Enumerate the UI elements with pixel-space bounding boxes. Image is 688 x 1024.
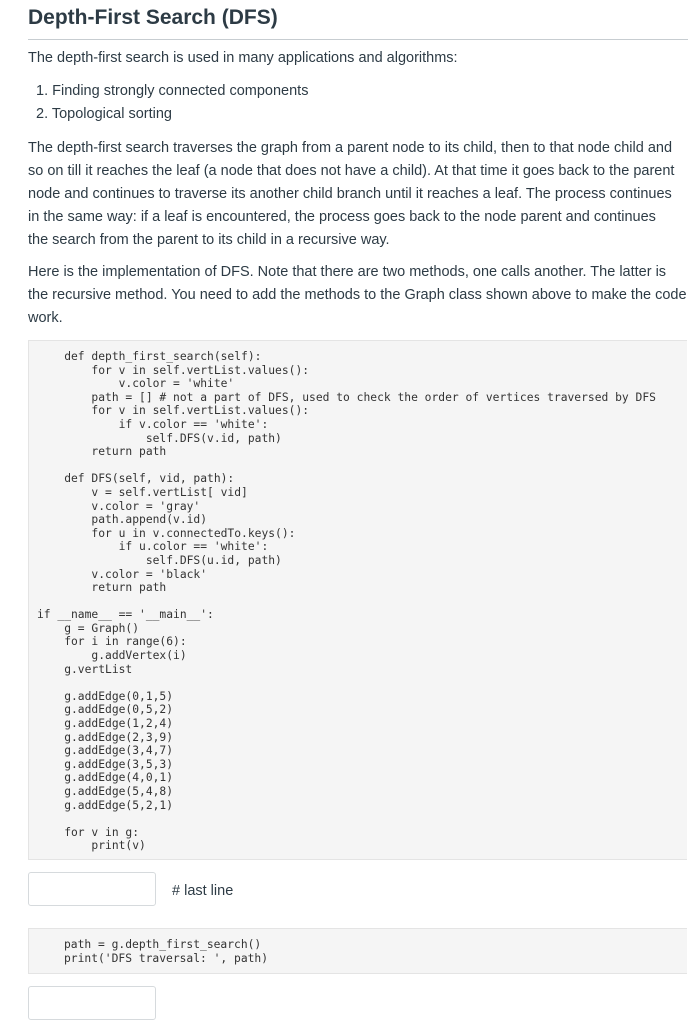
- intro-text: The depth-first search is used in many applications and algorithms:: [28, 50, 458, 66]
- list-item: 2. Topological sorting: [36, 106, 172, 122]
- title-divider: [28, 39, 688, 40]
- answer-input-1[interactable]: [28, 872, 156, 906]
- code-text: def depth_first_search(self): for v in self.vertList.values(): v.color = 'white' path = [] # not a part of DFS, used to check the order of vertices traversed by DFS for v in self.vertList.values(): if v.color == 'white': self.DFS(v.id, path) return path def DFS(self, vid, path): v = self.vertList[ vid] v.color = 'gray' path.append(v.id) for u in v.connectedTo.keys(): if u.color == 'white': self.DFS(u.id, path) v.color = 'black' return path if __name__ == '__main__': g = Graph() for i in range(6): g.addVertex(i) g.vertList g.addEdge(0,1,5) g.addEdge(0,5,2) g.addEdge(1,2,4) g.addEdge(2,3,9) g.addEdge(3,4,7) g.addEdge(3,5,3) g.addEdge(4,0,1) g.addEdge(5,4,8) g.addEdge(5,2,1) for v in g: print(v): [37, 350, 656, 853]
- uses-list: [36, 80, 308, 126]
- implementation-note: Here is the implementation of DFS. Note that there are two methods, one calls another. The latter is the recursive method. You need to add the methods to the Graph class shown above to make the code work.: [28, 264, 687, 326]
- code-block-main: [28, 340, 687, 860]
- code-text: path = g.depth_first_search() print('DFS traversal: ', path): [64, 938, 269, 965]
- last-line-comment: # last line: [172, 883, 234, 899]
- list-item: 1. Finding strongly connected components: [36, 83, 309, 99]
- code-block-tail: [28, 928, 687, 974]
- answer-input-2[interactable]: [28, 986, 156, 1020]
- page-title: Depth-First Search (DFS): [28, 6, 278, 29]
- description-paragraph: The depth-first search traverses the graph from a parent node to its child, then to that node child and so on till it reaches the leaf (a node that does not have a child). At that time it goes back to the parent node and continues to traverse its another child branch until it reaches a leaf. The process continues in the same way: if a leaf is encountered, the process goes back to the node parent and continues the search from the parent to its child in a recursive way.: [28, 140, 675, 248]
